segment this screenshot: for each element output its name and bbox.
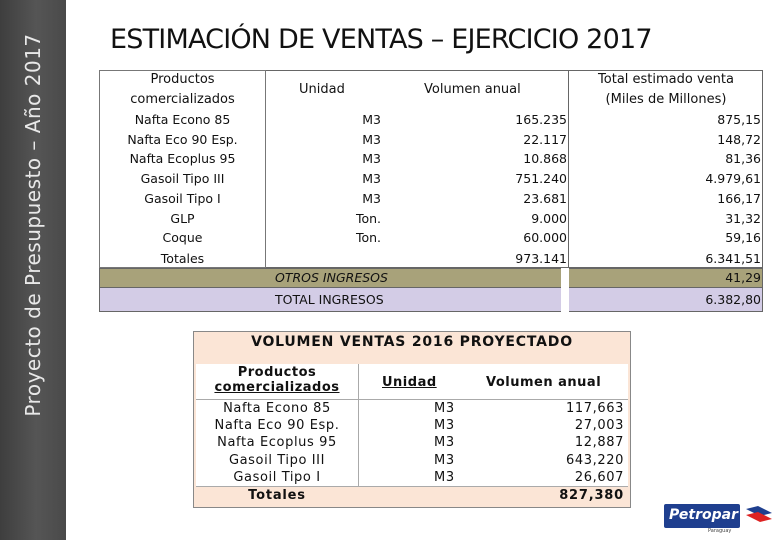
otros-gap-left — [266, 268, 270, 312]
proj-row-unit: M3 — [434, 418, 455, 434]
row-total: 166,17 — [717, 190, 761, 206]
proj-row-unit: M3 — [434, 452, 455, 468]
proj-header-unit: Unidad — [382, 375, 437, 390]
row-product: Coque — [162, 230, 203, 246]
row-total: 31,32 — [725, 210, 761, 226]
row-volume: 10.868 — [523, 151, 567, 167]
proj-header-volume: Volumen anual — [486, 375, 602, 390]
row-volume: 22.117 — [523, 131, 567, 147]
header-total-line1: Total estimado venta — [598, 72, 734, 87]
proj-header-products — [196, 365, 358, 395]
row-total: 875,15 — [717, 112, 761, 127]
row-product: Gasoil Tipo III — [140, 171, 225, 187]
otros-ingresos-total: 41,29 — [725, 270, 761, 285]
petropar-logo — [664, 504, 776, 534]
proj-row-unit: M3 — [434, 401, 455, 416]
logo-name: Petropar — [669, 507, 738, 523]
sidebar — [0, 0, 66, 540]
proj-row-product: Gasoil Tipo III — [228, 452, 326, 468]
proj-row-unit: M3 — [434, 435, 455, 451]
total-ingresos-row-bg — [99, 288, 763, 312]
row-volume: 60.000 — [523, 230, 567, 246]
proj-row-product: Nafta Ecoplus 95 — [217, 435, 337, 451]
row-unit: M3 — [362, 131, 381, 147]
row-product: Nafta Eco 90 Esp. — [127, 131, 238, 147]
row-total: 59,16 — [725, 230, 761, 246]
proj-row-volume: 26,607 — [574, 469, 624, 485]
page-title: ESTIMACIÓN DE VENTAS – EJERCICIO 2017 — [110, 24, 652, 55]
row-unit: M3 — [362, 151, 381, 167]
logo-tagline: Paraguay — [708, 528, 732, 534]
proj-row-volume: 643,220 — [566, 452, 624, 468]
projected-inner — [196, 364, 628, 505]
totals-total: 6.341,51 — [705, 251, 761, 266]
row-total: 4.979,61 — [705, 171, 761, 187]
header-products — [99, 70, 266, 110]
total-ingresos-total: 6.382,80 — [705, 292, 761, 307]
otros-blank-cell — [561, 268, 569, 312]
row-volume: 23.681 — [523, 190, 567, 206]
proj-header-products-line2: comercializados — [214, 380, 340, 395]
totals-label: Totales — [160, 251, 205, 266]
totals-volume: 973.141 — [515, 251, 567, 266]
projected-volume-table — [193, 331, 631, 508]
proj-totals-label: Totales — [248, 488, 306, 503]
row-volume: 9.000 — [531, 210, 567, 226]
proj-row-product: Gasoil Tipo I — [233, 469, 321, 485]
sales-estimate-table — [99, 70, 763, 312]
otros-ingresos-label: OTROS INGRESOS — [275, 270, 388, 285]
header-volume: Volumen anual — [424, 82, 521, 97]
row-unit: M3 — [362, 171, 381, 187]
row-unit: M3 — [362, 112, 381, 127]
proj-header-rule — [196, 399, 628, 400]
sidebar-title: Proyecto de Presupuesto – Año 2017 — [21, 33, 45, 417]
row-total: 81,36 — [725, 151, 761, 167]
proj-row-volume: 27,003 — [574, 418, 624, 434]
projected-title: VOLUMEN VENTAS 2016 PROYECTADO — [251, 334, 573, 350]
row-product: GLP — [170, 210, 195, 226]
proj-row-unit: M3 — [434, 469, 455, 485]
row-product: Nafta Econo 85 — [134, 112, 231, 127]
row-unit: Ton. — [355, 210, 381, 226]
otros-ingresos-row-bg — [99, 268, 763, 288]
row-total: 148,72 — [717, 131, 761, 147]
header-products-line2: comercializados — [130, 92, 235, 107]
header-products-line1: Productos — [150, 72, 215, 87]
logo-flag-icon — [744, 505, 774, 527]
proj-row-volume: 117,663 — [566, 401, 624, 416]
row-product: Gasoil Tipo I — [144, 190, 221, 206]
proj-row-volume: 12,887 — [574, 435, 624, 451]
row-product: Nafta Ecoplus 95 — [129, 151, 236, 167]
proj-row-product: Nafta Econo 85 — [223, 401, 331, 416]
row-volume: 165.235 — [515, 112, 567, 127]
header-total — [569, 70, 763, 110]
proj-divider-1 — [358, 364, 359, 505]
proj-totals-volume: 827,380 — [559, 488, 624, 503]
row-volume: 751.240 — [515, 171, 567, 187]
row-unit: Ton. — [355, 230, 381, 246]
row-unit: M3 — [362, 190, 381, 206]
header-total-line2: (Miles de Millones) — [605, 92, 727, 107]
total-ingresos-label: TOTAL INGRESOS — [275, 292, 384, 307]
proj-header-products-line1: Productos — [237, 365, 317, 380]
proj-row-product: Nafta Eco 90 Esp. — [214, 418, 340, 434]
header-unit: Unidad — [299, 82, 345, 97]
